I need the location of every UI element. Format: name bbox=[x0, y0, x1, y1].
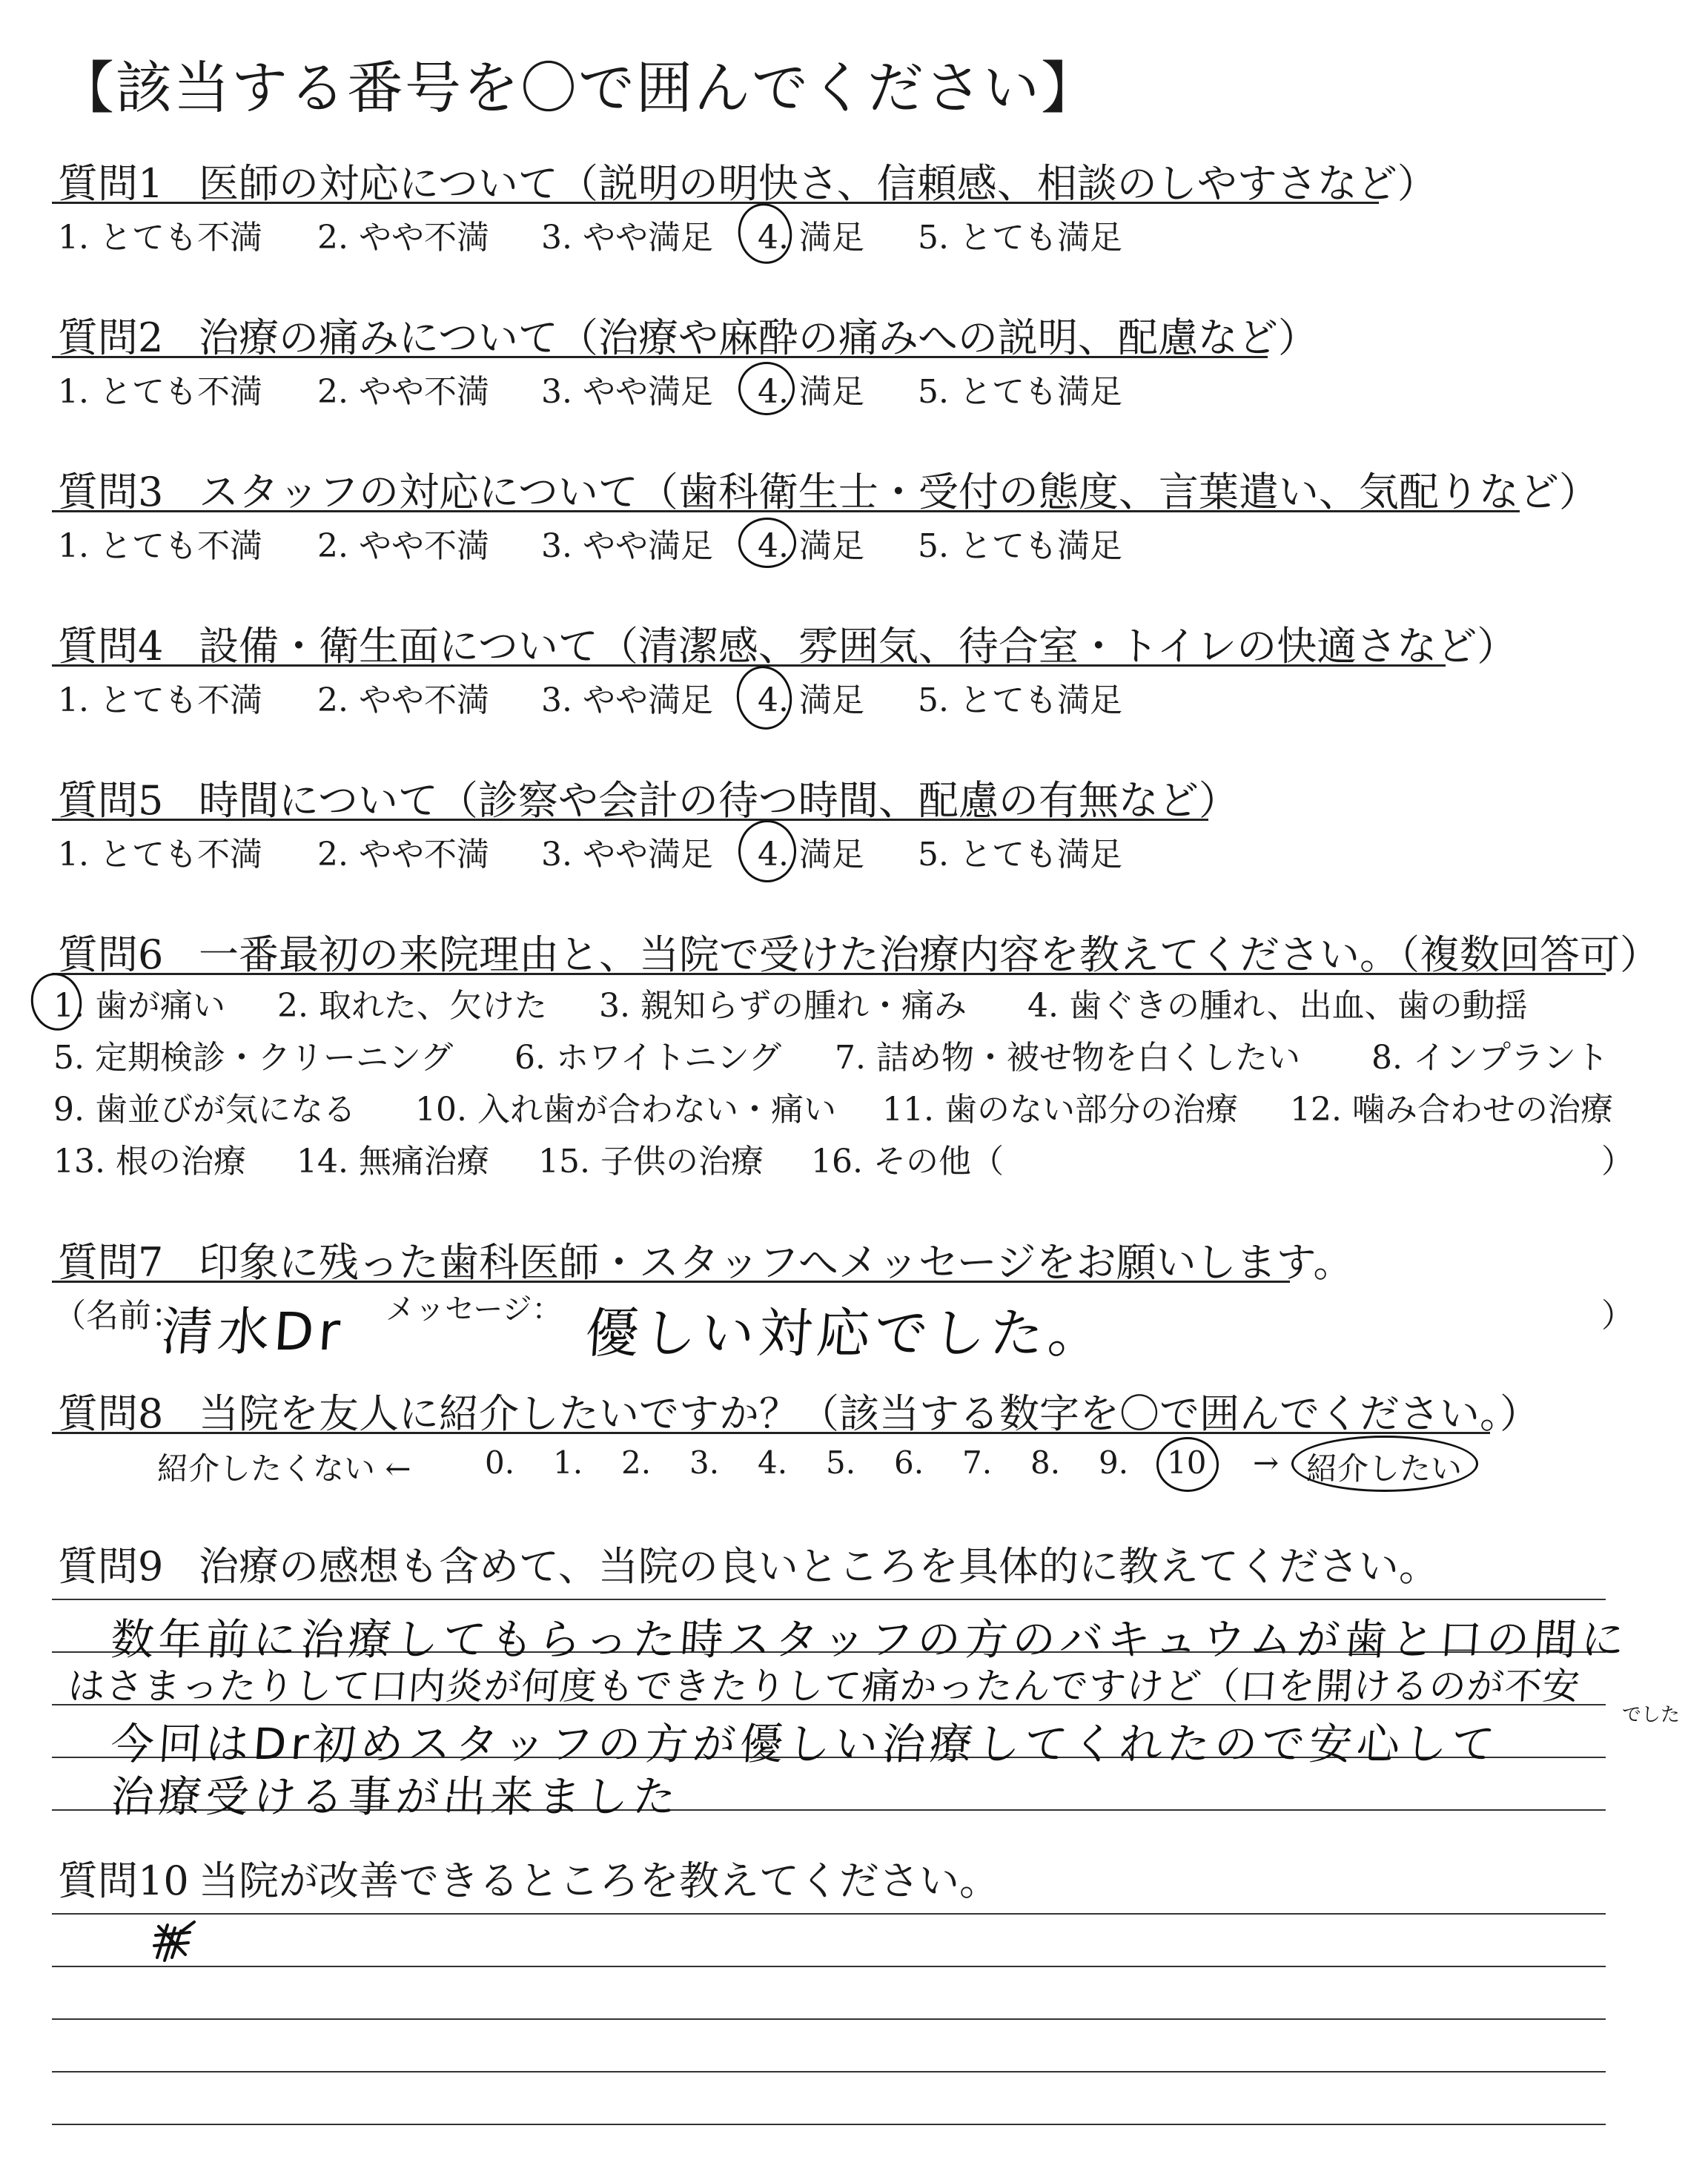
option-label: とても不満 bbox=[99, 836, 262, 873]
q8-scale-7[interactable]: 7. bbox=[962, 1444, 993, 1481]
q5-label: 質問5 bbox=[58, 777, 164, 824]
q8-scale-9[interactable]: 9. bbox=[1099, 1444, 1129, 1481]
q9-text: 治療の感想も含めて、当院の良いところを具体的に教えてください。 bbox=[199, 1543, 1439, 1590]
option-label: 歯並びが気になる bbox=[94, 1091, 356, 1129]
q9-margin-note: でした bbox=[1622, 1704, 1681, 1726]
option-number: 3. bbox=[541, 373, 572, 411]
q8-left-label: 紹介したくない ← bbox=[157, 1450, 411, 1487]
option-label: 子供の治療 bbox=[600, 1143, 764, 1180]
option-label: やや不満 bbox=[358, 219, 489, 257]
option-number: 1. bbox=[58, 836, 89, 873]
q8-scale-4[interactable]: 4. bbox=[758, 1444, 788, 1481]
option-number: 2. bbox=[317, 373, 348, 411]
option-number: 8. bbox=[1371, 1039, 1403, 1077]
q8-scale-2[interactable]: 2. bbox=[621, 1444, 652, 1481]
option-label: やや不満 bbox=[358, 527, 489, 565]
q9-answer-line-3: 今回はDr初めスタッフの方が優しい治療してくれたので安心して bbox=[109, 1719, 1501, 1769]
option-label: その他（ bbox=[873, 1143, 1004, 1180]
option-label: やや不満 bbox=[358, 373, 489, 411]
q8-right-arrow: → bbox=[1253, 1444, 1280, 1481]
option-number: 4. bbox=[758, 373, 789, 411]
q7-name-value[interactable]: 清水Dr bbox=[159, 1301, 347, 1362]
option-label: 親知らずの腫れ・痛み bbox=[640, 987, 967, 1025]
option-number: 4. bbox=[758, 527, 789, 565]
q5-text: 時間について（診察や会計の待つ時間、配慮の有無など） bbox=[199, 777, 1239, 824]
option-number: 6. bbox=[514, 1039, 546, 1077]
option-number: 15. bbox=[538, 1143, 590, 1180]
option-number: 3. bbox=[541, 681, 572, 719]
option-number: 2. bbox=[317, 836, 348, 873]
option-number: 5. bbox=[53, 1039, 85, 1077]
option-number: 13. bbox=[53, 1143, 105, 1180]
option-number: 3. bbox=[541, 527, 572, 565]
option-label: とても満足 bbox=[959, 527, 1122, 565]
option-number: 4. bbox=[758, 836, 789, 873]
option-label: 満足 bbox=[798, 373, 864, 411]
option-label: 取れた、欠けた bbox=[318, 987, 547, 1025]
option-number: 4. bbox=[758, 681, 789, 719]
q4-label: 質問4 bbox=[58, 623, 164, 670]
option-number: 1. bbox=[58, 527, 89, 565]
q10-text: 当院が改善できるところを教えてください。 bbox=[199, 1857, 999, 1904]
option-label: とても満足 bbox=[959, 219, 1122, 257]
q4-text: 設備・衛生面について（清潔感、雰囲気、待合室・トイレの快適さなど） bbox=[199, 623, 1517, 670]
q8-label: 質問8 bbox=[58, 1390, 164, 1437]
q1-label: 質問1 bbox=[58, 160, 164, 207]
q8-scale-1[interactable]: 1. bbox=[553, 1444, 583, 1481]
q1-text: 医師の対応について（説明の明快さ、信頼感、相談のしやすさなど） bbox=[199, 160, 1437, 207]
option-number: 14. bbox=[297, 1143, 348, 1180]
q8-scale-8[interactable]: 8. bbox=[1030, 1444, 1061, 1481]
option-label: やや満足 bbox=[582, 836, 713, 873]
option-number: 1. bbox=[58, 373, 89, 411]
option-label: とても不満 bbox=[99, 373, 262, 411]
form-instruction: 【該当する番号を〇で囲んでください】 bbox=[58, 55, 1099, 121]
option-number: 2. bbox=[317, 527, 348, 565]
option-label: とても不満 bbox=[99, 681, 262, 719]
option-number: 12. bbox=[1290, 1091, 1342, 1129]
option-label: 歯のない部分の治療 bbox=[944, 1091, 1238, 1129]
option-label: とても満足 bbox=[959, 836, 1122, 873]
q8-scale-0[interactable]: 0. bbox=[485, 1444, 515, 1481]
q9-answer-line-4: 治療受ける事が出来ました bbox=[109, 1771, 683, 1822]
option-label: ホワイトニング bbox=[555, 1039, 782, 1077]
option-label: 詰め物・被せ物を白くしたい bbox=[875, 1039, 1300, 1077]
option-number: 3. bbox=[599, 987, 630, 1025]
q3-label: 質問3 bbox=[58, 469, 164, 515]
option-number: 5. bbox=[918, 527, 949, 565]
option-number: 1. bbox=[58, 219, 89, 257]
option-label: やや満足 bbox=[582, 373, 713, 411]
option-number: 2. bbox=[317, 681, 348, 719]
option-number: 2. bbox=[277, 987, 308, 1025]
option-number: 2. bbox=[317, 219, 348, 257]
q8-scale-10[interactable]: 10 bbox=[1167, 1444, 1207, 1481]
option-label: 無痛治療 bbox=[358, 1143, 489, 1180]
option-number: 10. bbox=[415, 1091, 467, 1129]
option-number: 9. bbox=[53, 1091, 85, 1129]
option-label: 入れ歯が合わない・痛い bbox=[477, 1091, 836, 1129]
q2-text: 治療の痛みについて（治療や麻酔の痛みへの説明、配慮など） bbox=[199, 314, 1318, 361]
q8-scale-6[interactable]: 6. bbox=[894, 1444, 924, 1481]
q3-text: スタッフの対応について（歯科衛生士・受付の態度、言葉遣い、気配りなど） bbox=[199, 469, 1599, 515]
option-label: やや不満 bbox=[358, 836, 489, 873]
option-label: 歯が痛い bbox=[94, 987, 225, 1025]
option-label: 噛み合わせの治療 bbox=[1351, 1091, 1613, 1129]
q8-scale-3[interactable]: 3. bbox=[689, 1444, 720, 1481]
option-label: とても満足 bbox=[959, 373, 1122, 411]
option-number: 1. bbox=[58, 681, 89, 719]
option-number: 3. bbox=[541, 219, 572, 257]
option-label: やや満足 bbox=[582, 681, 713, 719]
q8-scale-5[interactable]: 5. bbox=[826, 1444, 856, 1481]
option-label: 根の治療 bbox=[115, 1143, 246, 1180]
q6-label: 質問6 bbox=[58, 931, 164, 978]
option-label: 満足 bbox=[798, 527, 864, 565]
q6-other-close: ） bbox=[1601, 1143, 1634, 1180]
option-number: 3. bbox=[541, 836, 572, 873]
option-number: 16. bbox=[811, 1143, 863, 1180]
option-number: 4. bbox=[758, 219, 789, 257]
q7-name-label: （名前： bbox=[53, 1297, 184, 1335]
q8-right-label: 紹介したい bbox=[1306, 1450, 1463, 1487]
q7-label: 質問7 bbox=[58, 1239, 164, 1286]
option-number: 1. bbox=[53, 987, 85, 1025]
option-label: とても不満 bbox=[99, 527, 262, 565]
option-label: やや満足 bbox=[582, 527, 713, 565]
q2-label: 質問2 bbox=[58, 314, 164, 361]
option-number: 5. bbox=[918, 219, 949, 257]
q7-message-value[interactable]: 優しい対応でした。 bbox=[583, 1302, 1108, 1364]
option-label: 歯ぐきの腫れ、出血、歯の動揺 bbox=[1068, 987, 1528, 1025]
option-number: 11. bbox=[882, 1091, 934, 1129]
option-label: やや不満 bbox=[358, 681, 489, 719]
option-number: 5. bbox=[918, 836, 949, 873]
option-label: とても不満 bbox=[99, 219, 262, 257]
q7-text: 印象に残った歯科医師・スタッフへメッセージをお願いします。 bbox=[199, 1239, 1354, 1286]
q9-label: 質問9 bbox=[58, 1543, 164, 1590]
option-label: 満足 bbox=[798, 836, 864, 873]
q9-answer-line-2: はさまったりして口内炎が何度もできたりして痛かったんですけど（口を開けるのが不安 bbox=[66, 1665, 1582, 1708]
q6-text: 一番最初の来院理由と、当院で受けた治療内容を教えてください。（複数回答可） bbox=[199, 931, 1660, 978]
option-number: 5. bbox=[918, 373, 949, 411]
option-number: 4. bbox=[1027, 987, 1059, 1025]
option-number: 7. bbox=[835, 1039, 866, 1077]
q10-label: 質問10 bbox=[58, 1857, 189, 1904]
option-label: とても満足 bbox=[959, 681, 1122, 719]
option-label: 定期検診・クリーニング bbox=[94, 1039, 454, 1077]
option-label: インプラント bbox=[1412, 1039, 1609, 1077]
option-label: やや満足 bbox=[582, 219, 713, 257]
option-number: 5. bbox=[918, 681, 949, 719]
option-label: 満足 bbox=[798, 681, 864, 719]
q9-answer-line-1: 数年前に治療してもらった時スタッフの方のバキュウムが歯と口の間に bbox=[109, 1614, 1631, 1665]
q7-message-label: メッセージ： bbox=[385, 1292, 562, 1327]
q8-text: 当院を友人に紹介したいですか？（該当する数字を〇で囲んでください。） bbox=[199, 1390, 1540, 1437]
option-label: 満足 bbox=[798, 219, 864, 257]
q7-close: ） bbox=[1601, 1297, 1634, 1335]
